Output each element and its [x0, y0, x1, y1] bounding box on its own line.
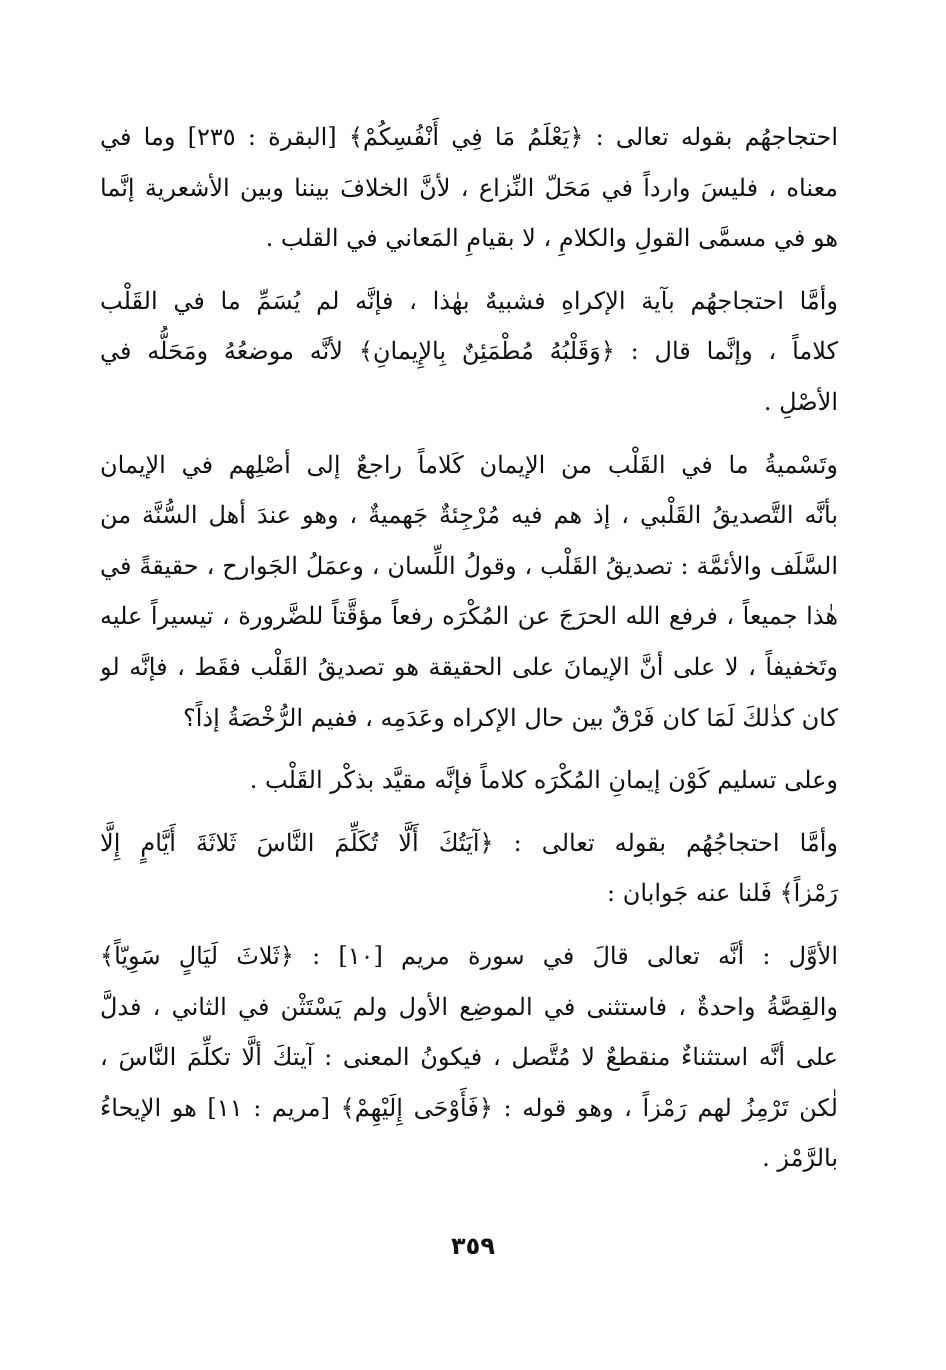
text-line: وأمَّا احتجاجُهُم بقوله تعالى : ﴿آيَتُكَ أَلَّا تُكَلِّمَ النَّاسَ ثَلاثَةَ أَيَّامٍ إِلَّا [100, 828, 838, 857]
text-line: وتَخفيفاً ، لا على أنَّ الإيمانَ على الحقيقة هو تصديقُ القَلْب فقَط ، فإنَّه لو [100, 652, 838, 681]
paragraph-3 [100, 440, 838, 744]
text-line: لٰكن تَرْمِزُ لهم رَمْزاً ، وهو قوله : ﴿فَأَوْحَى إِلَيْهِمْ﴾ [مريم : ١١] هو الإيحاءُ [100, 1093, 838, 1122]
text-line: الأصْلِ . [763, 387, 838, 416]
text-line: وعلى تسليم كَوْن إيمانِ المُكْرَه كلاماً فإنَّه مقيَّد بذكْر القَلْب . [249, 766, 838, 795]
text-line: وتَسْميةُ ما في القَلْب من الإيمان كَلاماً راجعٌ إلى أصْلِهم في الإيمان [100, 450, 838, 479]
page-body [100, 112, 838, 1196]
page-number: ٣٥٩ [451, 1232, 495, 1260]
paragraph-6 [100, 931, 838, 1184]
text-line: السَّلَف والأئمَّة : تصديقُ القَلْب ، وقولُ اللِّسان ، وعمَلُ الجَوارح ، حقيقةً في [100, 551, 838, 580]
text-line: والقِصَّةُ واحدةٌ ، فاستثنى في الموضِع الأول ولم يَسْتَثْن في الثاني ، فدلَّ [100, 992, 838, 1021]
text-line: احتجاجهُم بقوله تعالى : ﴿يَعْلَمُ مَا فِي أَنْفُسِكُمْ﴾ [البقرة : ٢٣٥] وما في [100, 123, 838, 151]
text-line: كلاماً ، وإنَّما قال : ﴿وَقَلْبُهُ مُطْمَئِنٌ بِالإِيمانِ﴾ لأنَّه موضعُهُ ومَحَلُّه في [100, 337, 838, 366]
text-line: كان كذٰلكَ لَمَا كان فَرْقٌ بين حال الإكراه وعَدَمِه ، ففيم الرُّخْصَةُ إذاً؟ [182, 703, 838, 732]
text-line: وأمَّا احتجاجهُم بآية الإكراهِ فشبيهٌ بهٰذا ، فإنَّه لم يُسَمِّ ما في القَلْب [100, 286, 838, 315]
text-line: الأوَّل : أنَّه تعالى قالَ في سورة مريم [١٠] : ﴿ثَلاثَ لَيَالٍ سَوِيّاً﴾ [100, 941, 838, 970]
paragraph-4 [100, 755, 838, 806]
text-line: رَمْزاً﴾ فَلنا عنه جَوابان : [607, 879, 838, 908]
paragraph-1 [100, 112, 838, 264]
text-line: هو في مسمَّى القولِ والكلامِ ، لا بقيامِ المَعاني في القلب . [265, 224, 838, 253]
text-line: بالرَّمْز . [762, 1144, 838, 1173]
text-line: بأنَّه التَّصديقُ القَلْبي ، إذ هم فيه مُرْجِئةٌ جَهميةٌ ، وهو عندَ أهل السُّنَّة من [100, 501, 838, 530]
text-line: على أنَّه استثناءٌ منقطعٌ لا مُتَّصل ، فيكونُ المعنى : آيتكَ ألَّا تكلِّمَ النَّاسَ ، [100, 1043, 838, 1072]
text-line: معناه ، فليسَ وارداً في مَحَلّ النِّزاع ، لأنَّ الخلافَ بيننا وبين الأشعرية إنَّما [100, 173, 838, 202]
paragraph-5 [100, 818, 838, 919]
text-line: هٰذا جميعاً ، فرفع الله الحرَجَ عن المُكْرَه رفعاً مؤقَّتاً للضَّرورة ، تيسيراً عليه [100, 602, 838, 631]
paragraph-2 [100, 276, 838, 428]
